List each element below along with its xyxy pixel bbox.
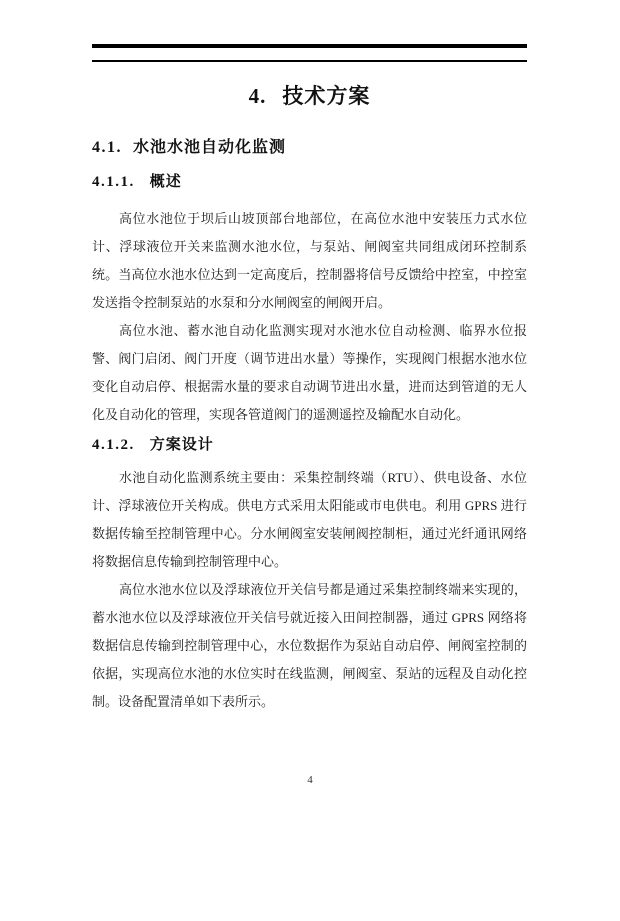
document-page — [0, 44, 620, 921]
subsection-design-number: 4.1.2. — [92, 437, 135, 453]
subsection-heading-overview — [92, 172, 527, 193]
header-divider-rule — [92, 44, 527, 62]
subsection-heading-design — [92, 435, 527, 456]
design-paragraph-1: 水池自动化监测系统主要由：采集控制终端（RTU）、供电设备、水位计、浮球液位开关构成。供电方式采用太阳能或市电供电。利用 GPRS 进行数据传输至控制管理中心。分水闸阀室安装闸阀控制柜，通过光纤通讯网络将数据信息传输到控制管理中心。 — [92, 470, 527, 569]
subsection-overview-number: 4.1.1. — [92, 174, 135, 190]
overview-paragraph-1: 高位水池位于坝后山坡顶部台地部位，在高位水池中安装压力式水位计、浮球液位开关来监测水池水位，与泵站、闸阀室共同组成闭环控制系统。当高位水池水位达到一定高度后，控制器将信号反馈给中控室，中控室发送指令控制泵站的水泵和分水闸阀室的闸阀开启。 — [92, 211, 527, 310]
subsection-design-title: 方案设计 — [149, 437, 214, 453]
subsection-overview-title: 概述 — [149, 174, 182, 190]
design-paragraph-2: 高位水池水位以及浮球液位开关信号都是通过采集控制终端来实现的，蓄水池水位以及浮球液位开关信号就近接入田间控制器，通过 GPRS 网络将数据信息传输到控制管理中心，水位数据作为泵站自动启停、闸阀室控制的依据，实现高位水池的水位实时在线监测，闸阀室、泵站的远程及自动化控制。设备配置清单如下表所示。 — [92, 582, 527, 709]
chapter-heading — [92, 83, 527, 109]
page-number: 4 — [307, 774, 313, 786]
chapter-title: 技术方案 — [282, 84, 371, 108]
section-heading — [92, 137, 527, 159]
design-body — [92, 464, 527, 716]
overview-body — [92, 205, 527, 429]
chapter-number: 4. — [248, 84, 267, 108]
section-title: 水池水池自动化监测 — [133, 139, 287, 156]
overview-paragraph-2: 高位水池、蓄水池自动化监测实现对水池水位自动检测、临界水位报警、阀门启闭、阀门开度（调节进出水量）等操作，实现阀门根据水池水位变化自动启停、根据需水量的要求自动调节进出水量，进而达到管道的无人化及自动化的管理，实现各管道阀门的遥测遥控及输配水自动化。 — [92, 323, 527, 422]
section-number: 4.1. — [92, 139, 122, 156]
